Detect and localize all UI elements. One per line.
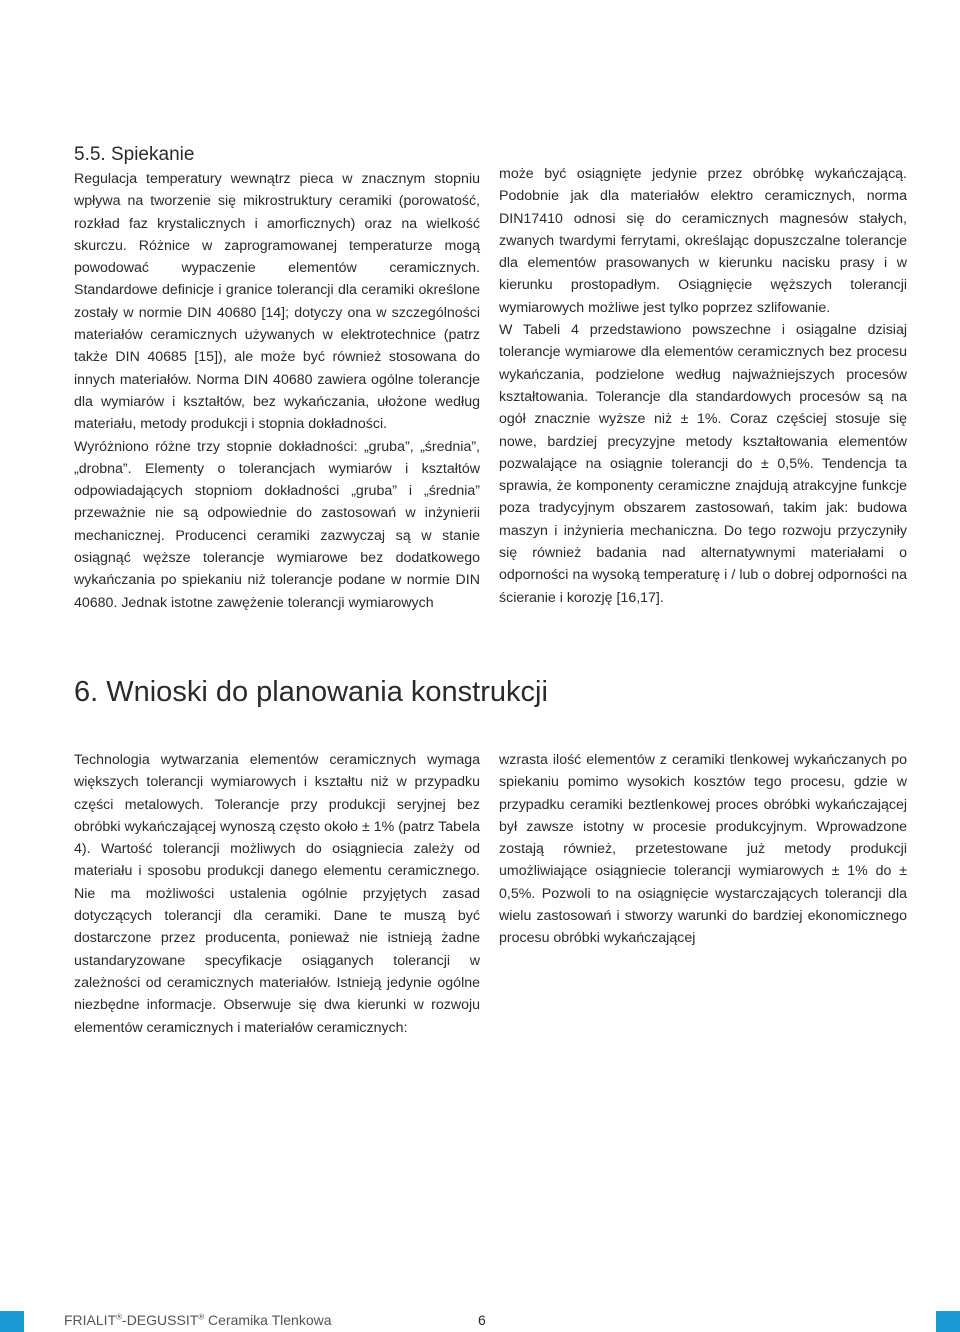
chapter-heading: 6. Wnioski do planowania konstrukcji xyxy=(74,676,548,708)
section-left-column xyxy=(74,168,480,614)
brand-name: FRIALIT xyxy=(64,1312,117,1328)
brand-name: -DEGUSSIT xyxy=(122,1312,199,1328)
registered-mark: ® xyxy=(116,1312,123,1322)
paragraph: Regulacja temperatury wewnątrz pieca w znacznym stopniu wpływa na tworzenie się mikrostruktury ceramiki (porowatość, rozkład faz krystalicznych i amorficznych) oraz na wielkość skurczu. Różnice w zaprogramowanej temperaturze mogą powodować wypaczenie elementów ceramicznych. Standardowe definicje i granice tolerancji dla ceramiki określone zostały w normie DIN 40680 [14]; dotyczy ona w szczególności materiałów ceramicznych używanych w elektrotechnice (patrz także DIN 40685 [15]), ale może być również stosowana do innych materiałów. Norma DIN 40680 zawiera ogólne tolerancje dla wymiarów i kształtów, bez wykańczania, ułożone według materiału, metody produkcji i stopnia dokładności. xyxy=(74,171,480,433)
footer-accent-left xyxy=(0,1311,24,1332)
paragraph: W Tabeli 4 przedstawiono powszechne i osiągalne dzisiaj tolerancje wymiarowe dla elementów ceramicznych bez procesu wykańczania, podzielone według najważniejszych procesów kształtowania. Tolerancje dla standardowych procesów są na ogół znacznie wyższe niż ± 1%. Coraz częściej stosuje się nowe, bardziej precyzyjne metody kształtowania elementów pozwalające na osiągnie tolerancji do ± 0,5%. Tendencja ta sprawia, że komponenty ceramiczne znajdują atrakcyjne funkcje poza tradycyjnym obszarem zastosowań, takim jak: budowa maszyn i inżynieria mechaniczna. Do tego rozwoju przyczyniły się również badania nad alternatywnymi materiałami o odporności na wysoką temperaturę i / lub o dobrej odporności na ścieranie i korozję [16,17]. xyxy=(499,322,907,606)
footer-brand xyxy=(64,1312,332,1328)
paragraph: może być osiągnięte jedynie przez obróbkę wykańczającą. Podobnie jak dla materiałów elektro ceramicznych, norma DIN17410 odnosi się do ceramicznych magnesów stałych, zwanych twardymi ferrytami, określając dopuszczalne tolerancje dla elementów prasowanych w kierunku nacisku prasy i w kierunku prostopadłym. Osiągnięcie węższych tolerancji wymiarowych możliwe jest tylko poprzez szlifowanie. xyxy=(499,166,907,316)
paragraph: Technologia wytwarzania elementów ceramicznych wymaga większych tolerancji wymiarowych i kształtu niż w przypadku części metalowych. Tolerancje przy produkcji seryjnej bez obróbki wykańczającej wynoszą często około ± 1% (patrz Tabela 4). Wartość tolerancji możliwych do osiągniecia zależy od materiału i sposobu produkcji danego elementu ceramicznego. Nie ma możliwości ustalenia ogólnie przyjętych zasad dotyczących tolerancji dla ceramiki. Dane te muszą być dostarczone przez producenta, ponieważ nie istnieją żadne ustandaryzowane specyfikacje osiąganych tolerancji w zależności od ceramicznych materiałów. Istnieją jedynie ogólne niezbędne informacje. Obserwuje się dwa kierunki w rozwoju elementów ceramicznych i materiałów ceramicznych: xyxy=(74,752,480,1036)
chapter-left-column xyxy=(74,749,480,1039)
chapter-right-column xyxy=(499,749,907,950)
page-number: 6 xyxy=(478,1312,486,1328)
registered-mark: ® xyxy=(198,1312,205,1322)
paragraph: wzrasta ilość elementów z ceramiki tlenkowej wykańczanych po spiekaniu pomimo wysokich kosztów tego procesu, gdzie w przypadku ceramiki beztlenkowej proces obróbki wykańczającej był zawsze istotny w procesie produkcyjnym. Wprowadzone zostają również, przetestowane już metody produkcji umożliwiające osiągniecie tolerancji wymiarowych ± 1% do ± 0,5%. Pozwoli to na osiągnięcie wystarczających tolerancji dla wielu zastosowań i stworzy warunki do bardziej ekonomicznego procesu obróbki wykańczającej xyxy=(499,752,907,947)
footer-accent-right xyxy=(936,1311,960,1332)
paragraph: Wyróżniono różne trzy stopnie dokładności: „gruba”, „średnia”, „drobna”. Elementy o tolerancjach wymiarów i kształtów odpowiadających stopniom dokładności „gruba” i „średnia” przeważnie nie są odpowiednie do zastosowań w inżynierii mechanicznej. Producenci ceramiki zazwyczaj są w stanie osiągnąć węższe tolerancje wymiarowe bez dodatkowego wykańczania po spiekaniu niż tolerancje podane w normie DIN 40680. Jednak istotne zawężenie tolerancji wymiarowych xyxy=(74,438,480,611)
brand-subtitle: Ceramika Tlenkowa xyxy=(204,1312,332,1328)
section-right-column xyxy=(499,163,907,609)
section-title: 5.5. Spiekanie xyxy=(74,144,195,165)
